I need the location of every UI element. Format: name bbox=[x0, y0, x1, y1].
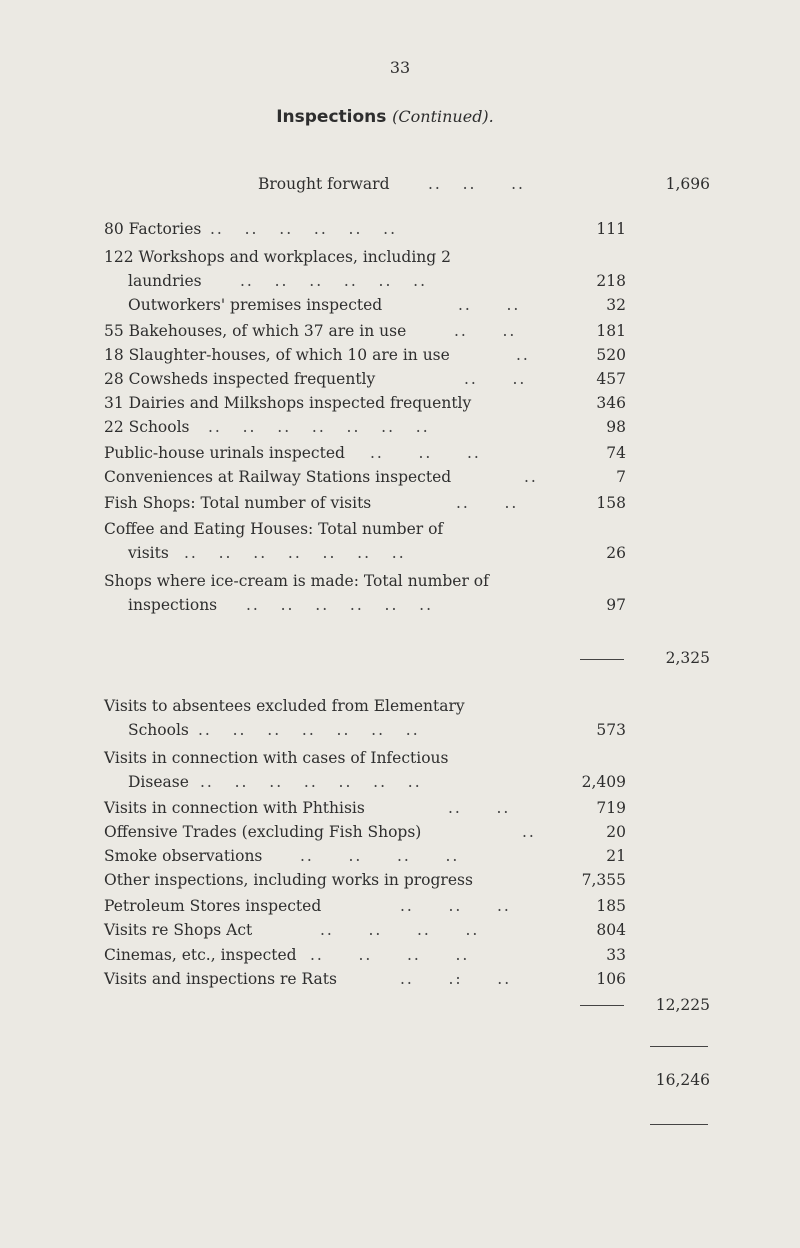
total-rule-top bbox=[650, 1046, 708, 1047]
subtotal-rule bbox=[580, 1005, 624, 1006]
row-label-cont: visits bbox=[128, 544, 169, 562]
subtotal-rule bbox=[580, 659, 624, 660]
leader-dots: .. .: .. bbox=[400, 970, 512, 988]
grand-total-value: 16,246 bbox=[655, 1071, 710, 1089]
row-value: 573 bbox=[596, 721, 626, 739]
title-text: Inspections bbox=[276, 107, 387, 127]
row-value: 520 bbox=[596, 346, 626, 364]
row-label: Conveniences at Railway Stations inspected bbox=[104, 468, 452, 486]
row-value: 106 bbox=[596, 970, 626, 988]
row-label: Public-house urinals inspected bbox=[104, 444, 345, 462]
row-value: 33 bbox=[606, 946, 626, 964]
leader-dots: .. .. .. .. .. .. .. bbox=[184, 544, 406, 562]
row-label: 18 Slaughter-houses, of which 10 are in use bbox=[104, 346, 450, 364]
row-label: Visits in connection with Phthisis bbox=[104, 799, 365, 817]
row-label: Visits to absentees excluded from Elementary bbox=[104, 697, 465, 715]
leader-dots: .. .. bbox=[456, 494, 519, 512]
row-value: 181 bbox=[596, 322, 626, 340]
leader-dots: .. bbox=[524, 468, 538, 486]
row-label: Smoke observations bbox=[104, 847, 263, 865]
row-value: 98 bbox=[606, 418, 626, 436]
row-label: Outworkers' premises inspected bbox=[128, 296, 383, 314]
row-value: 158 bbox=[596, 494, 626, 512]
row-label: 80 Factories bbox=[104, 220, 202, 238]
page-title bbox=[0, 106, 770, 127]
row-label: Offensive Trades (excluding Fish Shops) bbox=[104, 823, 422, 841]
leader-dots: .. .. .. bbox=[370, 444, 481, 462]
leader-dots: .. .. .. .. .. .. .. bbox=[208, 418, 430, 436]
subtotal-value: 12,225 bbox=[655, 996, 710, 1014]
row-value: 97 bbox=[606, 596, 626, 614]
row-value: 804 bbox=[596, 921, 626, 939]
leader-dots: .. .. bbox=[458, 296, 521, 314]
leader-dots: .. .. .. .. .. .. bbox=[210, 220, 398, 238]
leader-dots: .. .. .. .. .. .. .. bbox=[198, 721, 420, 739]
leader-dots: .. bbox=[522, 823, 536, 841]
row-label-cont: Disease bbox=[128, 773, 189, 791]
brought-forward-value: 1,696 bbox=[665, 175, 710, 193]
row-value: 21 bbox=[606, 847, 626, 865]
row-value: 20 bbox=[606, 823, 626, 841]
row-value: 32 bbox=[606, 296, 626, 314]
leader-dots: .. .. .. .. bbox=[310, 946, 470, 964]
row-label: Cinemas, etc., inspected bbox=[104, 946, 297, 964]
row-label: 22 Schools bbox=[104, 418, 190, 436]
row-label: Visits in connection with cases of Infectious bbox=[104, 749, 449, 767]
total-rule-bottom bbox=[650, 1124, 708, 1125]
row-label: Coffee and Eating Houses: Total number of bbox=[104, 520, 444, 538]
row-value: 457 bbox=[596, 370, 626, 388]
row-value: 185 bbox=[596, 897, 626, 915]
leader-dots: .. .. .. bbox=[400, 897, 511, 915]
brought-forward-row bbox=[258, 174, 598, 194]
row-value: 111 bbox=[596, 220, 626, 238]
row-label: Other inspections, including works in progress bbox=[104, 871, 473, 889]
leader-dots: .. .. .. .. bbox=[300, 847, 460, 865]
leader-dots: .. .. .. .. .. .. .. bbox=[200, 773, 422, 791]
row-value: 7 bbox=[616, 468, 626, 486]
row-value: 218 bbox=[596, 272, 626, 290]
leader-dots: .. .. bbox=[464, 370, 527, 388]
leader-dots: .. .. .. bbox=[428, 175, 525, 193]
row-value: 719 bbox=[596, 799, 626, 817]
leader-dots: .. .. bbox=[448, 799, 511, 817]
row-label: 31 Dairies and Milkshops inspected frequently bbox=[104, 394, 472, 412]
subtotal-value: 2,325 bbox=[665, 649, 710, 667]
leader-dots: .. .. bbox=[454, 322, 517, 340]
row-value: 26 bbox=[606, 544, 626, 562]
row-value: 7,355 bbox=[581, 871, 626, 889]
row-label: 55 Bakehouses, of which 37 are in use bbox=[104, 322, 407, 340]
row-label: Fish Shops: Total number of visits bbox=[104, 494, 372, 512]
row-label-cont: Schools bbox=[128, 721, 189, 739]
row-label: 28 Cowsheds inspected frequently bbox=[104, 370, 376, 388]
row-value: 74 bbox=[606, 444, 626, 462]
leader-dots: .. bbox=[516, 346, 530, 364]
row-value: 346 bbox=[596, 394, 626, 412]
leader-dots: .. .. .. .. .. .. bbox=[246, 596, 434, 614]
brought-forward-label: Brought forward bbox=[258, 175, 390, 193]
row-label: Visits re Shops Act bbox=[104, 921, 253, 939]
row-value: 2,409 bbox=[581, 773, 626, 791]
title-continued: (Continued). bbox=[392, 107, 494, 126]
leader-dots: .. .. .. .. .. .. bbox=[240, 272, 428, 290]
page-number: 33 bbox=[389, 58, 411, 77]
row-label: Shops where ice-cream is made: Total number of bbox=[104, 572, 489, 590]
leader-dots: .. .. .. .. bbox=[320, 921, 480, 939]
row-label-cont: inspections bbox=[128, 596, 218, 614]
row-label: Petroleum Stores inspected bbox=[104, 897, 322, 915]
row-label: Visits and inspections re Rats bbox=[104, 970, 337, 988]
row-label-cont: laundries bbox=[128, 272, 202, 290]
row-label: 122 Workshops and workplaces, including 2 bbox=[104, 248, 451, 266]
